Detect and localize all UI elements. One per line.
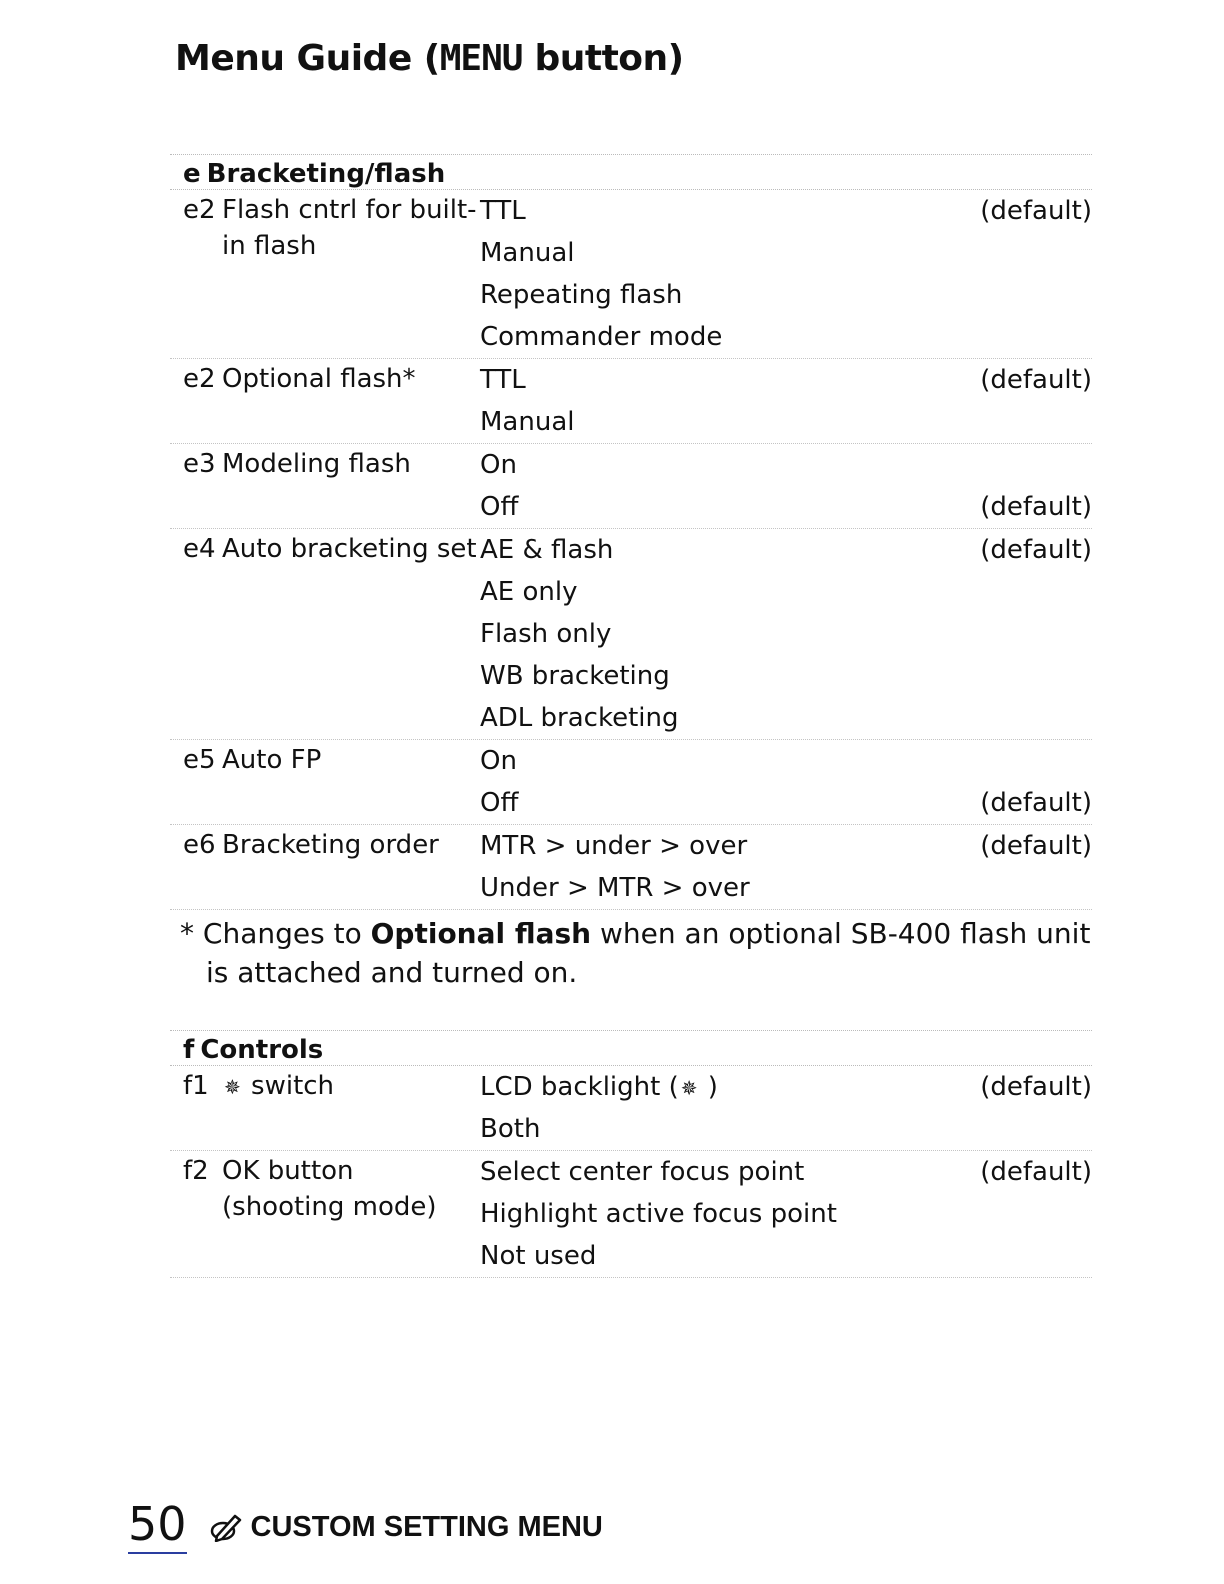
- table-row: [170, 1151, 1092, 1278]
- default-label: [967, 740, 1092, 782]
- section-title: Controls: [200, 1035, 324, 1065]
- option: Commander mode: [480, 322, 723, 352]
- setting-id: e5: [183, 745, 216, 775]
- setting-name: OK button (shooting mode): [222, 1156, 437, 1222]
- setting-defaults: [967, 740, 1092, 824]
- footnote-text-after: when an optional SB-400 flash unit is attached and turned on.: [206, 917, 1091, 989]
- footnote: [180, 914, 1106, 992]
- settings-table-f: [170, 1066, 1092, 1278]
- option: Manual: [480, 407, 575, 437]
- setting-id: e6: [183, 830, 216, 860]
- setting-defaults: [967, 1066, 1092, 1150]
- footnote-text-before: Changes to: [202, 917, 371, 950]
- title-suffix: button): [522, 38, 684, 79]
- default-label: (default): [980, 831, 1092, 861]
- title-menu-word: MENU: [439, 38, 523, 79]
- title-prefix: Menu Guide (: [175, 38, 440, 79]
- page-footer: [128, 1498, 603, 1554]
- table-row: [170, 359, 1092, 444]
- section-letter: e: [183, 159, 201, 189]
- default-label: (default): [980, 788, 1092, 818]
- setting-name: [222, 1066, 480, 1150]
- setting-name-text: switch: [251, 1071, 335, 1101]
- option: TTL: [480, 196, 526, 226]
- setting-options: [480, 529, 967, 739]
- option: Under > MTR > over: [480, 873, 750, 903]
- setting-options: [480, 444, 967, 528]
- setting-id: e2: [183, 364, 216, 394]
- default-label: [967, 444, 1092, 486]
- setting-options: [480, 190, 967, 358]
- backlight-icon: ✵: [224, 1074, 241, 1099]
- table-row: [170, 740, 1092, 825]
- option-text: LCD backlight (: [480, 1072, 679, 1102]
- setting-id: e2: [183, 195, 216, 225]
- page-number: 50: [128, 1498, 187, 1554]
- option: Not used: [480, 1241, 597, 1271]
- option: Repeating flash: [480, 280, 683, 310]
- option: Both: [480, 1114, 541, 1144]
- page-title: [175, 38, 684, 79]
- option: Highlight active focus point: [480, 1199, 837, 1229]
- option: On: [480, 746, 517, 776]
- setting-id: e3: [183, 449, 216, 479]
- default-label: (default): [980, 1157, 1092, 1187]
- section-controls: [170, 1030, 1092, 1278]
- table-row: [170, 529, 1092, 740]
- default-label: (default): [980, 196, 1092, 226]
- table-row: [170, 444, 1092, 529]
- option: Flash only: [480, 619, 612, 649]
- setting-defaults: [967, 190, 1092, 358]
- option: Select center focus point: [480, 1157, 805, 1187]
- default-label: [967, 401, 1092, 443]
- setting-defaults: [967, 529, 1092, 739]
- setting-options: [480, 359, 967, 443]
- backlight-icon: ✵: [680, 1075, 698, 1100]
- option: WB bracketing: [480, 661, 670, 691]
- setting-defaults: [967, 359, 1092, 443]
- setting-defaults: [967, 1151, 1092, 1277]
- default-label: (default): [980, 535, 1092, 565]
- option: AE only: [480, 577, 578, 607]
- default-label: [967, 274, 1092, 316]
- default-label: [967, 867, 1092, 909]
- setting-name: Auto bracketing set: [222, 534, 477, 564]
- option: Off: [480, 492, 519, 522]
- pencil-icon: [209, 1512, 243, 1546]
- default-label: [967, 316, 1092, 358]
- default-label: [967, 697, 1092, 739]
- settings-table-e: [170, 190, 1092, 910]
- setting-name: Flash cntrl for built-in flash: [222, 195, 477, 261]
- setting-defaults: [967, 444, 1092, 528]
- setting-options: [480, 825, 967, 909]
- default-label: (default): [980, 492, 1092, 522]
- section-bracketing-flash: [170, 154, 1092, 910]
- default-label: [967, 232, 1092, 274]
- section-heading-f: [170, 1030, 1092, 1066]
- table-row: [170, 825, 1092, 910]
- section-heading-e: [170, 154, 1092, 190]
- setting-options: [480, 1066, 967, 1150]
- option: MTR > under > over: [480, 831, 748, 861]
- option: Off: [480, 788, 519, 818]
- setting-name: Optional flash*: [222, 364, 416, 394]
- footnote-bold: Optional flash: [370, 917, 592, 950]
- setting-name: Auto FP: [222, 745, 322, 775]
- section-letter: f: [183, 1035, 195, 1065]
- footnote-star: *: [180, 917, 194, 950]
- option: AE & flash: [480, 535, 614, 565]
- setting-name: Bracketing order: [222, 830, 439, 860]
- default-label: [967, 571, 1092, 613]
- option: On: [480, 450, 517, 480]
- setting-id: e4: [183, 534, 216, 564]
- option-text-close: ): [699, 1072, 718, 1102]
- setting-defaults: [967, 825, 1092, 909]
- footer-label: CUSTOM SETTING MENU: [250, 1511, 603, 1543]
- setting-id: f2: [183, 1156, 209, 1186]
- table-row: [170, 1066, 1092, 1151]
- setting-options: [480, 1151, 967, 1277]
- option: Manual: [480, 238, 575, 268]
- default-label: [967, 613, 1092, 655]
- table-row: [170, 190, 1092, 359]
- default-label: (default): [980, 1072, 1092, 1102]
- setting-name: Modeling flash: [222, 449, 411, 479]
- section-title: Bracketing/flash: [206, 159, 446, 189]
- option: [480, 1066, 967, 1108]
- setting-id: f1: [183, 1071, 209, 1101]
- option: ADL bracketing: [480, 703, 679, 733]
- option: TTL: [480, 365, 526, 395]
- default-label: (default): [980, 365, 1092, 395]
- default-label: [967, 655, 1092, 697]
- setting-options: [480, 740, 967, 824]
